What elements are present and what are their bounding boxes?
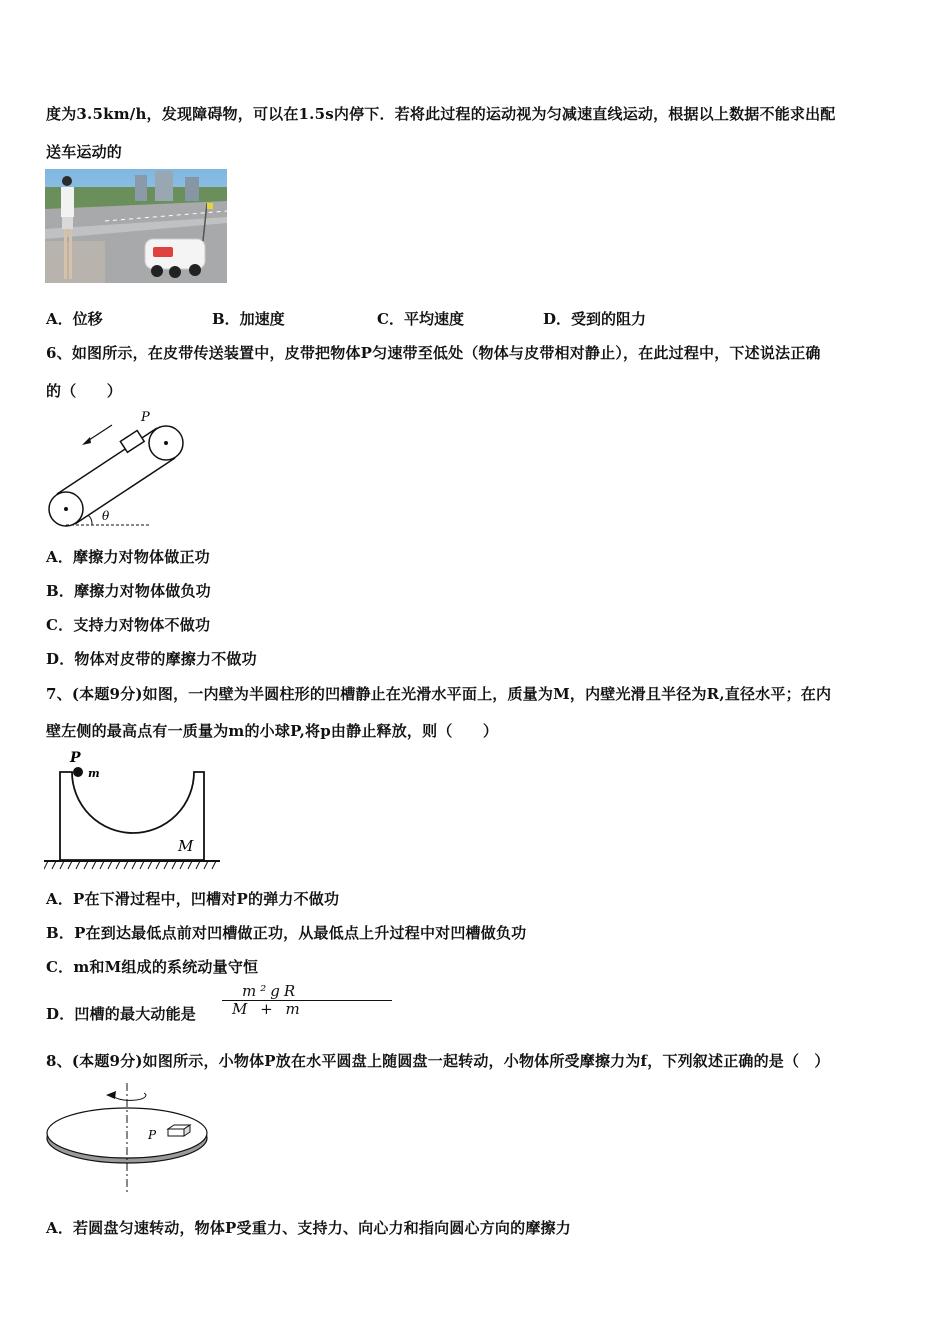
formula-denominator: M + m [232, 1000, 304, 1018]
q7-option-a[interactable]: A．P在下滑过程中，凹槽对P的弹力不做功 [46, 890, 340, 908]
q5-option-c[interactable]: C．平均速度 [377, 310, 464, 328]
q7-option-d[interactable]: D．凹槽的最大动能是 [46, 1005, 197, 1023]
q8-option-a[interactable]: A．若圆盘匀速转动，物体P受重力、支持力、向心力和指向圆心方向的摩擦力 [46, 1219, 571, 1237]
label-p: P [141, 410, 150, 425]
q6-option-c[interactable]: C．支持力对物体不做功 [46, 616, 211, 634]
label-theta: θ [102, 509, 110, 523]
label-p: P [70, 750, 81, 766]
q7-option-b[interactable]: B．P在到达最低点前对凹槽做正功，从最低点上升过程中对凹槽做负功 [46, 924, 527, 942]
q8-text-line1: 8、(本题9分)如图所示，小物体P放在水平圆盘上随圆盘一起转动，小物体所受摩擦力为f，下列叙述正确的是（ ） [46, 1052, 830, 1070]
formula-numerator: m²gR [242, 982, 300, 1000]
rotating-disk-diagram [44, 1083, 214, 1195]
q5-text-line1: 度为3.5km/h，发现障碍物，可以在1.5s内停下．若将此过程的运动视为匀减速直线运动，根据以上数据不能求出配 [46, 105, 836, 123]
q5-option-b[interactable]: B．加速度 [212, 310, 285, 328]
q6-text-line1: 6、如图所示，在皮带传送装置中，皮带把物体P匀速带至低处（物体与皮带相对静止），在此过程中，下述说法正确 [46, 344, 821, 362]
label-big-m: M [178, 837, 194, 855]
q7-option-c[interactable]: C．m和M组成的系统动量守恒 [46, 958, 259, 976]
q5-option-d[interactable]: D．受到的阻力 [543, 310, 647, 328]
delivery-robot-photo [45, 169, 227, 283]
q7-text-line2: 壁左侧的最高点有一质量为m的小球P,将p由静止释放，则（ ） [46, 722, 499, 740]
label-p: P [148, 1128, 157, 1142]
q6-option-b[interactable]: B．摩擦力对物体做负功 [46, 582, 211, 600]
q5-text-line2: 送车运动的 [46, 143, 123, 161]
semicircular-groove-diagram [44, 748, 220, 872]
label-m: m [88, 767, 100, 780]
q6-text-line2: 的（ ） [46, 382, 123, 400]
q6-option-a[interactable]: A．摩擦力对物体做正功 [46, 548, 210, 566]
q6-option-d[interactable]: D．物体对皮带的摩擦力不做功 [46, 650, 257, 668]
q5-option-a[interactable]: A．位移 [46, 310, 103, 328]
q7-text-line1: 7、(本题9分)如图，一内壁为半圆柱形的凹槽静止在光滑水平面上，质量为M，内壁光滑且半径为R,直径水平；在内 [46, 685, 832, 703]
conveyor-belt-diagram [44, 407, 189, 530]
